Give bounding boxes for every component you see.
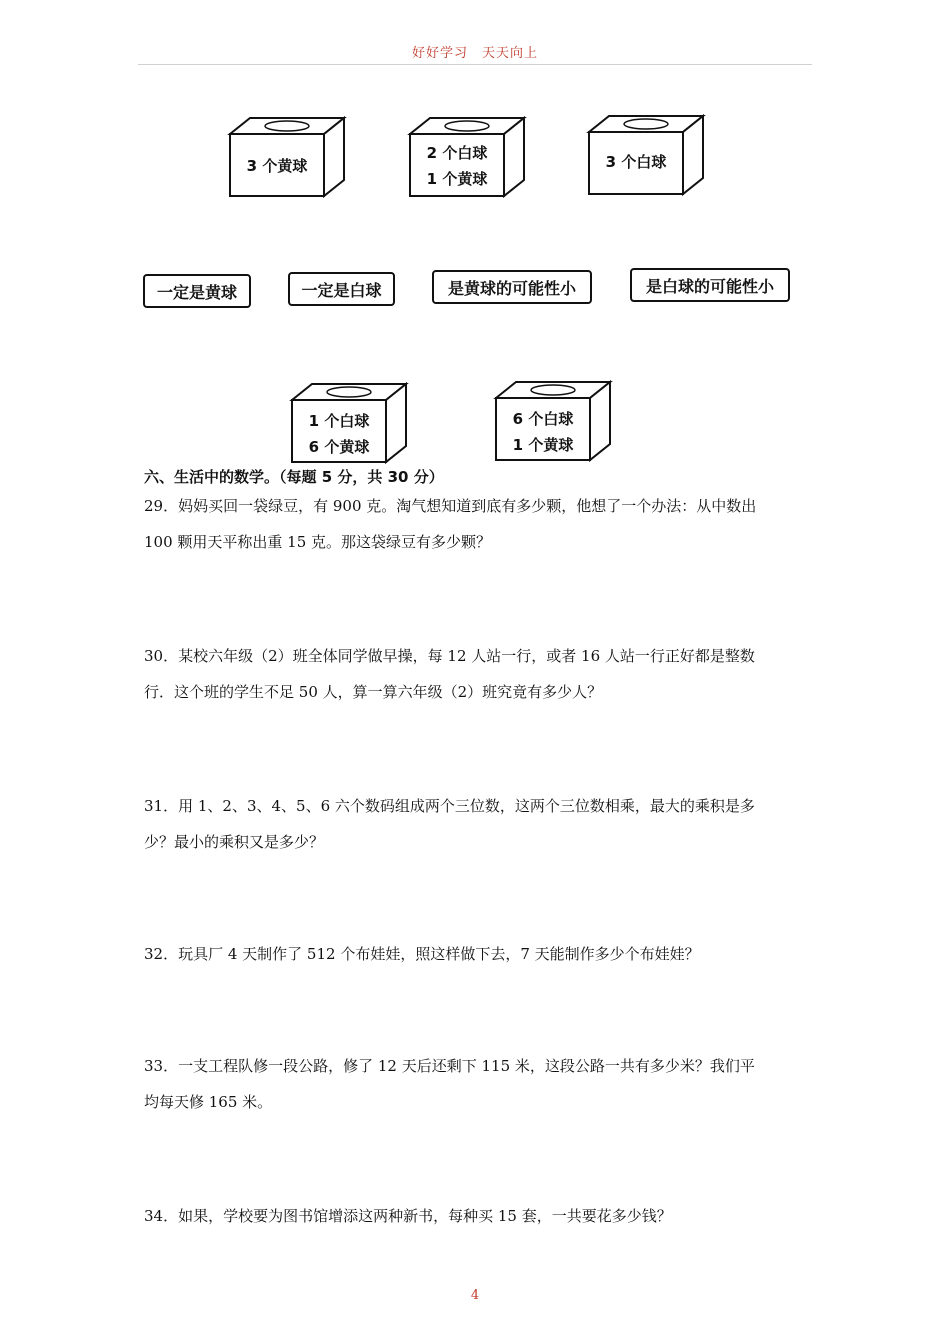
box-opening (624, 119, 668, 129)
question-line: 少？最小的乘积又是多少？ (144, 833, 325, 851)
question-line: 30．某校六年级（2）班全体同学做早操，每 12 人站一行，或者 16 人站一行正好都是整数 (144, 647, 755, 665)
box-opening (327, 387, 371, 397)
question-line: 32．玩具厂 4 天制作了 512 个布娃娃，照这样做下去，7 天能制作多少个布娃娃？ (144, 945, 700, 963)
label-white-unlikely: 是白球的可能性小 (630, 268, 790, 302)
question-29 (144, 488, 812, 560)
box-line: 2 个白球 (426, 144, 488, 162)
box-line: 3 个白球 (605, 153, 667, 171)
box-opening (445, 121, 489, 131)
label-certainly-white: 一定是白球 (288, 272, 395, 306)
box-3-yellow (226, 114, 348, 200)
box-opening (531, 385, 575, 395)
question-31 (144, 788, 812, 860)
box-6-white-1-yellow (492, 378, 614, 464)
question-33 (144, 1048, 812, 1120)
question-34 (144, 1198, 812, 1234)
question-32 (144, 936, 812, 972)
header-rule (138, 64, 812, 65)
box-line: 6 个黄球 (308, 438, 370, 456)
page-number: 4 (470, 1288, 480, 1303)
question-line: 29．妈妈买回一袋绿豆，有 900 克。淘气想知道到底有多少颗，他想了一个办法：从中数出 (144, 497, 757, 515)
box-line: 1 个黄球 (426, 170, 488, 188)
page-header: 好好学习 天天向上 (411, 46, 538, 61)
label-certainly-yellow: 一定是黄球 (143, 274, 251, 308)
question-line: 31．用 1、2、3、4、5、6 六个数码组成两个三位数，这两个三位数相乘，最大的乘积是多 (144, 797, 755, 815)
question-30 (144, 638, 812, 710)
box-line: 1 个白球 (308, 412, 370, 430)
label-yellow-unlikely: 是黄球的可能性小 (432, 270, 592, 304)
question-line: 34．如果，学校要为图书馆增添这两种新书，每种买 15 套，一共要花多少钱？ (144, 1207, 672, 1225)
box-1-white-6-yellow (288, 380, 410, 466)
question-line: 均每天修 165 米。 (144, 1093, 273, 1111)
box-line: 6 个白球 (512, 410, 574, 428)
box-2-white-1-yellow (406, 114, 528, 200)
box-line: 1 个黄球 (512, 436, 574, 454)
box-opening (265, 121, 309, 131)
question-line: 100 颗用天平称出重 15 克。那这袋绿豆有多少颗？ (144, 533, 492, 551)
section-title: 六、生活中的数学。（每题 5 分，共 30 分） (144, 468, 444, 486)
box-line: 3 个黄球 (246, 157, 308, 175)
question-line: 行．这个班的学生不足 50 人，算一算六年级（2）班究竟有多少人？ (144, 683, 603, 701)
box-3-white (585, 112, 707, 198)
question-line: 33．一支工程队修一段公路，修了 12 天后还剩下 115 米，这段公路一共有多少米？我们平 (144, 1057, 755, 1075)
